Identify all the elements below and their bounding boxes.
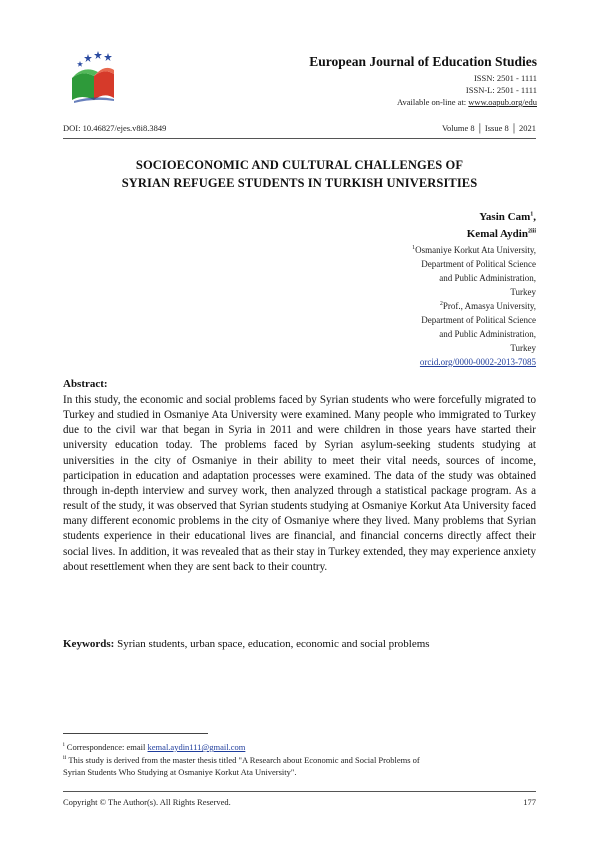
header-divider xyxy=(63,138,536,139)
affiliation-line xyxy=(276,257,536,271)
affiliation-text: Prof., Amasya University, xyxy=(442,301,536,311)
doi: DOI: 10.46827/ejes.v8i8.3849 xyxy=(63,123,167,133)
affiliation-text: Osmaniye Korkut Ata University, xyxy=(415,245,536,255)
affiliation-text: and Public Administration, xyxy=(439,329,536,339)
affiliation-text: and Public Administration, xyxy=(439,273,536,283)
affiliation-text: Department of Political Science xyxy=(421,259,536,269)
affiliation-sup: 2 xyxy=(439,301,443,307)
footnote-divider xyxy=(63,733,208,734)
affiliation-line xyxy=(276,327,536,341)
footnote-2-mark: ii xyxy=(63,755,67,762)
available-online-label: Available on-line at: xyxy=(396,97,469,107)
available-online-line xyxy=(397,97,537,107)
author-1-suffix: , xyxy=(533,211,536,223)
orcid-link[interactable]: orcid.org/0000-0002-2013-7085 xyxy=(419,357,536,367)
orcid-line xyxy=(276,355,536,369)
footnote-2-line-2: Syrian Students Who Studying at Osmaniye Korkut Ata University". xyxy=(63,767,297,777)
journal-title: European Journal of Education Studies xyxy=(309,54,537,69)
footnote-1-text: Correspondence: email xyxy=(64,742,148,752)
affiliation-line xyxy=(276,271,536,285)
affiliation-line xyxy=(276,341,536,355)
abstract-text: In this study, the economic and social problems faced by Syrian students who were forcefully migrated to Turkey and studied in Osmaniye Ata University were examined. Many people who immigrated to Turkey due to the civil war that began in Syria in 2011 and were children in those years have started their university education today. The problems faced by Syrian asylum-seeking students studying at universities in the city of Osmaniye in their ability to meet their vital needs, sources of income, participation in education and adaptation processes were examined. The data of the study was obtained through in-depth interview and survey work, then analyzed through a statistical package program. As a result of the study, it was observed that Syrian students studying at Osmaniye Korkut Ata University faced many different economic problems in the city of Osmaniye where they lived. Many problems that Syrian students experience in their educational lives are financial, and financial concerns directly affect their social lives. In addition, it was revealed that as their stay in Turkey extended, they may experience anxiety about resettlement when they are sent back to their country. xyxy=(63,394,536,573)
footnote-2 xyxy=(63,754,420,778)
author-1-name: Yasin Cam xyxy=(479,211,531,223)
author-1-sup: 1 xyxy=(530,211,534,218)
title-line-1: SOCIOECONOMIC AND CULTURAL CHALLENGES OF xyxy=(135,158,464,172)
footnote-1 xyxy=(63,741,245,753)
page-number: 177 xyxy=(523,797,536,807)
volume-issue: Volume 8 │ Issue 8 │ 2021 xyxy=(441,123,536,133)
journal-website-link[interactable]: www.oapub.org/edu xyxy=(468,97,537,107)
keywords-line xyxy=(63,638,536,650)
abstract-heading: Abstract: xyxy=(63,378,108,390)
author-2 xyxy=(276,226,536,243)
footer-divider xyxy=(63,791,536,792)
author-1 xyxy=(276,209,536,226)
keywords-text: Syrian students, urban space, education, economic and social problems xyxy=(114,638,430,650)
affiliation-sup: 1 xyxy=(412,245,416,251)
article-title xyxy=(63,156,536,192)
issn-line: ISSN: 2501 - 1111 xyxy=(473,73,537,83)
affiliation-line xyxy=(276,243,536,257)
doi-row xyxy=(63,123,536,133)
footnote-2-line-1 xyxy=(63,754,420,766)
author-2-name: Kemal Aydin xyxy=(466,228,528,240)
affiliation-line xyxy=(276,313,536,327)
footnote-1-mark: i xyxy=(63,742,65,749)
affiliation-text: Turkey xyxy=(510,287,536,297)
affiliation-line xyxy=(276,299,536,313)
affiliation-line xyxy=(276,285,536,299)
author-block xyxy=(276,209,536,369)
title-line-2: SYRIAN REFUGEE STUDENTS IN TURKISH UNIVERSITIES xyxy=(121,176,478,190)
issn-l-line: ISSN-L: 2501 - 1111 xyxy=(465,85,537,95)
footnote-2-text: This study is derived from the master thesis titled "A Research about Economic and Social Problems of xyxy=(66,755,420,765)
correspondence-email-link[interactable]: kemal.aydin111@gmail.com xyxy=(147,742,246,752)
keywords-label: Keywords: xyxy=(63,638,115,650)
affiliation-text: Turkey xyxy=(510,343,536,353)
copyright: Copyright © The Author(s). All Rights Reserved. xyxy=(63,797,231,807)
affiliation-text: Department of Political Science xyxy=(421,315,536,325)
journal-logo-icon xyxy=(68,48,116,104)
author-2-sup: 2iii xyxy=(527,228,536,235)
page-footer xyxy=(63,797,536,807)
